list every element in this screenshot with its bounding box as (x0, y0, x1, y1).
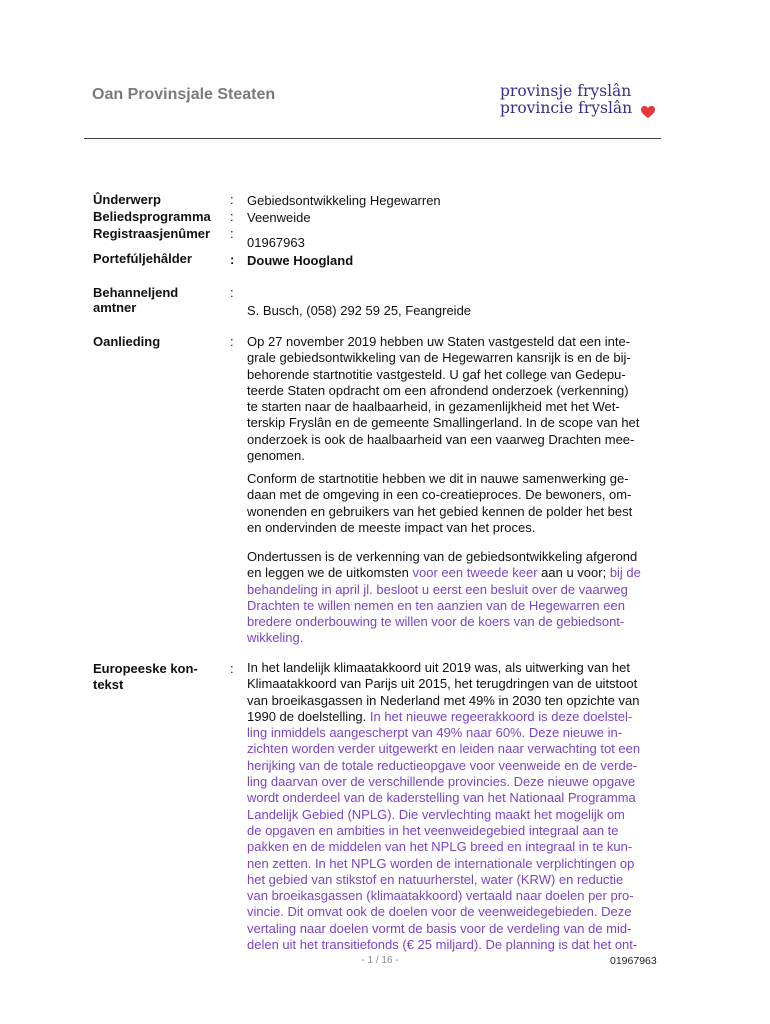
official-label-line2: amtner (93, 300, 137, 315)
page-title: Oan Provinsjale Steaten (92, 86, 276, 103)
revised-text-run: In het nieuwe regeerakkoord is deze doelstel- (369, 708, 633, 724)
colon: : (230, 192, 234, 207)
text-line: terskip Fryslân en de gemeente Smallingerland. In de scope van het (247, 415, 640, 431)
revised-text-line: de opgaven en ambities in het veenweidegebied integraal aan te (247, 822, 619, 838)
revised-text-line: vertaling naar doelen vormt de basis voor de verdeling van de mid- (247, 920, 632, 936)
colon: : (230, 285, 234, 300)
revised-text-line: wordt onderdeel van de kaderstelling van het Nationaal Programma (247, 790, 636, 806)
logo-line-dutch: provincie fryslân (500, 99, 633, 117)
official-label-line1: Behanneljend (93, 285, 179, 300)
program-value: Veenweide (247, 210, 311, 225)
text-line: Op 27 november 2019 hebben uw Staten vastgesteld dat een inte- (247, 334, 631, 349)
logo-line-frisian: provinsje fryslân (500, 82, 632, 100)
provincie-logo (500, 82, 670, 122)
heart-icon (640, 104, 656, 120)
revised-text-line: bredere onderbouwing te willen voor de koers van de gebiedsont- (247, 614, 625, 630)
revised-text-line: van broeikasgassen (klimaatakkoord) vertaald naar doelen per pro- (247, 888, 634, 904)
oanlieding-paragraph-2 (247, 471, 679, 536)
revised-text-line: wikkeling. (247, 630, 304, 646)
footer-registration-number: 01967963 (610, 955, 657, 967)
text-line: grale gebiedsontwikkeling van de Hegewarren kansrijk is en de bij- (247, 350, 631, 366)
page-number: - 1 / 16 - (361, 955, 399, 966)
revised-text-run: bij de (609, 565, 641, 581)
official-value: S. Busch, (058) 292 59 25, Feangreide (247, 303, 472, 318)
revised-text-line: pakken en de middelen van het NPLG breed en integraal in te kun- (247, 839, 633, 855)
oanlieding-paragraph-1 (247, 334, 679, 464)
registration-value: 01967963 (247, 235, 305, 250)
colon: : (230, 252, 235, 267)
colon: : (230, 334, 234, 349)
revised-text-line: delen uit het transitiefonds (€ 25 miljard). De planning is dat het ont- (247, 937, 638, 953)
text-line: Conform de startnotitie hebben we dit in nauwe samenwerking ge- (247, 471, 629, 486)
revised-text-line: behandeling in april jl. besloot u eerst een besluit over de vaarweg (247, 581, 628, 597)
subject-label: Ûnderwerp (93, 192, 161, 207)
revised-text-run: voor een tweede keer (412, 565, 538, 581)
oanlieding-paragraph-3 (247, 549, 679, 647)
text-line (247, 709, 679, 725)
header-divider (84, 138, 661, 139)
text-run: aan u voor; (537, 565, 610, 581)
text-line: wonenden en gebruikers van het gebied kennen de polder het best (247, 503, 633, 519)
text-line: genomen. (247, 448, 305, 464)
text-run: en leggen we de uitkomsten (247, 565, 413, 581)
revised-text-line: Landelijk Gebied (NPLG). Die vervlechting maakt het mogelijk om (247, 806, 625, 822)
text-line: Klimaatakkoord van Parijs uit 2015, het terugdringen van de uitstoot (247, 676, 638, 692)
revised-text-line: zichten worden verder uitgewerkt en leiden naar verwachting tot een (247, 741, 641, 757)
colon: : (230, 226, 234, 241)
text-line: In het landelijk klimaatakkoord uit 2019 was, als uitwerking van het (247, 660, 630, 675)
revised-text-line: vincie. Dit omvat ook de doelen voor de veenweidegebieden. Deze (247, 904, 632, 920)
revised-text-line: nen zetten. In het NPLG worden de internationale verplichtingen op (247, 855, 635, 871)
portfolio-value: Douwe Hoogland (247, 253, 354, 268)
revised-text-line: het gebied van stikstof en natuurherstel, water (KRW) en reductie (247, 871, 624, 887)
colon: : (230, 661, 234, 676)
revised-text-line: ling inmiddels aangescherpt van 49% naar 60%. Deze nieuwe in- (247, 725, 623, 741)
text-line (247, 565, 679, 581)
text-line: Ondertussen is de verkenning van de gebiedsontwikkeling afgerond (247, 549, 638, 564)
subject-value: Gebiedsontwikkeling Hegewarren (247, 193, 441, 208)
program-label: Beliedsprogramma (93, 209, 211, 224)
section-label-europeeske-line2: tekst (93, 677, 124, 692)
section-label-europeeske-line1: Europeeske kon- (93, 661, 198, 676)
colon: : (230, 209, 234, 224)
europeeske-paragraph (247, 660, 679, 953)
text-run: 1990 de doelstelling. (247, 708, 370, 724)
revised-text-line: ling daarvan over de verschillende provincies. Deze nieuwe opgave (247, 774, 636, 790)
text-line: onderzoek is ook de haalbaarheid van een vaarweg Drachten mee- (247, 431, 635, 447)
portfolio-label: Portefúljehâlder (93, 251, 192, 266)
text-line: van broeikasgassen in Nederland met 49% in 2030 ten opzichte van (247, 692, 640, 708)
registration-label: Registraasjenûmer (93, 226, 211, 241)
text-line: te starten naar de haalbaarheid, in gezamenlijkheid met het Wet- (247, 399, 620, 415)
text-line: teerde Staten opdracht om een afrondend onderzoek (verkenning) (247, 382, 629, 398)
revised-text-line: Drachten te willen nemen en ten aanzien van de Hegewarren een (247, 597, 625, 613)
text-line: behorende startnotitie vastgesteld. U gaf het college van Gedepu- (247, 366, 626, 382)
text-line: daan met de omgeving in een co-creatieproces. De bewoners, om- (247, 487, 632, 503)
section-label-oanlieding: Oanlieding (93, 334, 161, 349)
revised-text-line: herijking van de totale reductieopgave voor veenweide en de verde- (247, 757, 638, 773)
text-line: en ondervinden de meeste impact van het proces. (247, 519, 536, 535)
